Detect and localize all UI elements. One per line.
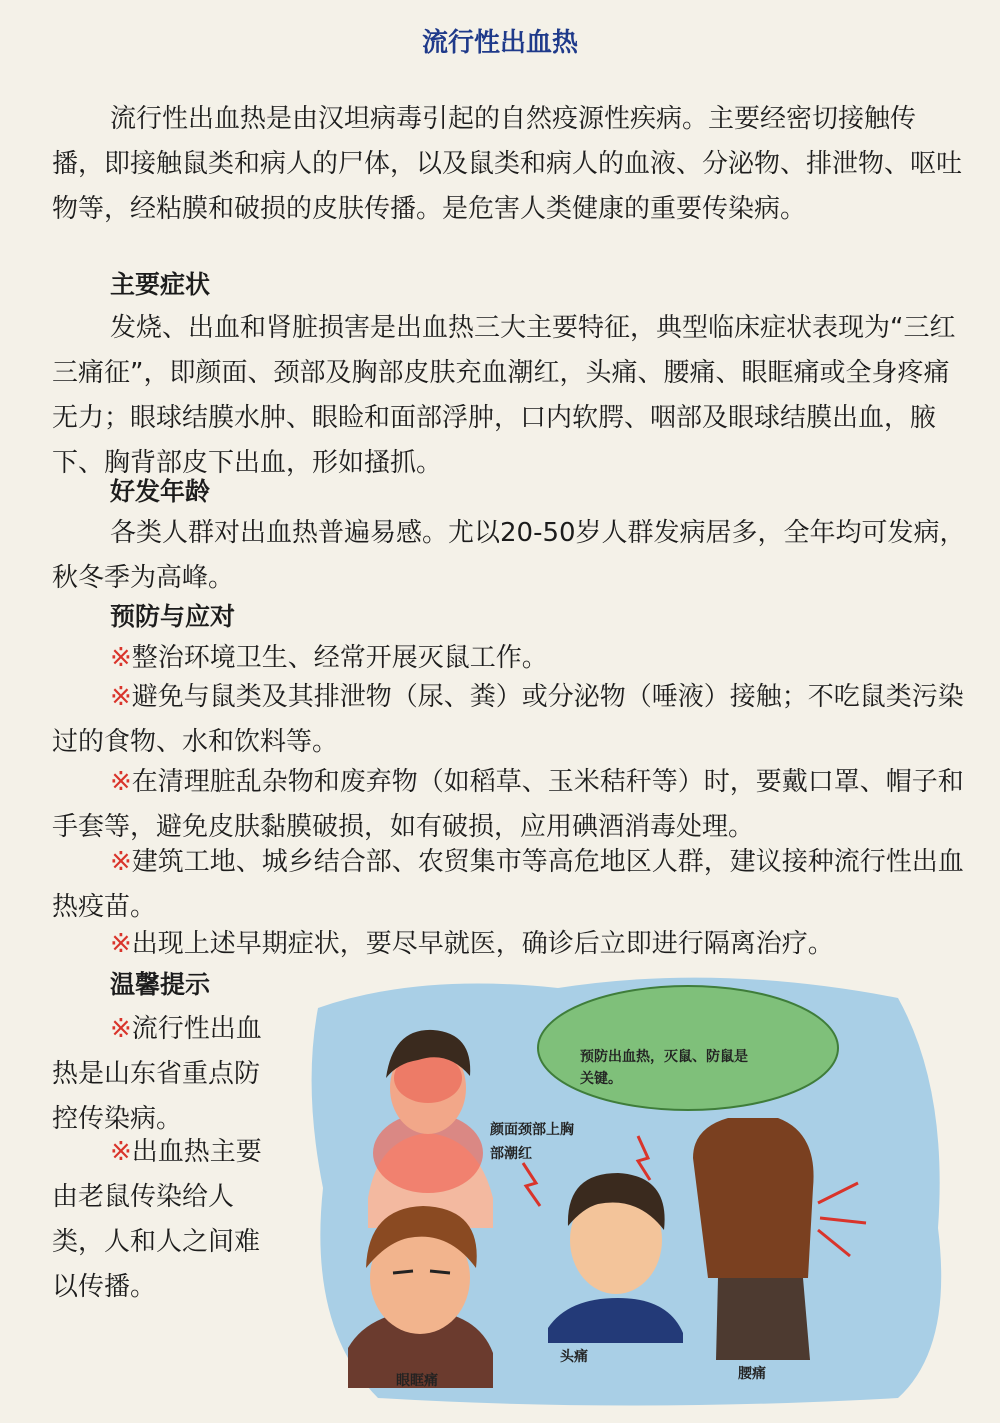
tip-item: ※流行性出血热是山东省重点防控传染病。 [52,1014,262,1134]
prevention-item: ※出现上述早期症状，要尽早就医，确诊后立即进行隔离治疗。 [110,929,834,959]
bubble-text: 预防出血热，灭鼠、防鼠是关键。 [580,1049,748,1087]
reference-mark: ※ [110,1137,132,1167]
age-heading: 好发年龄 [110,477,211,506]
illustration-art [298,968,960,1408]
symptoms-paragraph: 发烧、出血和肾脏损害是出血热三大主要特征，典型临床症状表现为“三红三痛征”，即颜面、颈部及胸部皮肤充血潮红，头痛、腰痛、眼眶痛或全身疼痛无力；眼球结膜水肿、眼睑和面部浮肿，口内软腭、咽部及眼球结膜出血，腋下、胸背部皮下出血，形如搔抓。 [52,313,956,478]
prevention-item: ※避免与鼠类及其排泄物（尿、粪）或分泌物（唾液）接触；不吃鼠类污染过的食物、水和饮料等。 [52,682,964,757]
prevention-item: ※在清理脏乱杂物和废弃物（如稻草、玉米秸秆等）时，要戴口罩、帽子和手套等，避免皮肤黏膜破损，如有破损，应用碘酒消毒处理。 [52,767,964,842]
reference-mark: ※ [110,1014,132,1044]
eye-pain-label: 眼眶痛 [396,1373,438,1389]
reference-mark: ※ [110,847,132,877]
symptoms-heading: 主要症状 [110,270,211,299]
tips-heading: 温馨提示 [110,970,211,999]
prevention-heading: 预防与应对 [110,602,236,631]
flush-label: 颜面颈部上胸部潮红 [490,1122,574,1162]
headache-label: 头痛 [560,1349,588,1365]
prevention-item: ※建筑工地、城乡结合部、农贸集市等高危地区人群，建议接种流行性出血热疫苗。 [52,847,964,922]
reference-mark: ※ [110,929,132,959]
prevention-item: ※整治环境卫生、经常开展灭鼠工作。 [110,643,548,673]
illustration [298,968,960,1408]
reference-mark: ※ [110,767,132,797]
reference-mark: ※ [110,682,132,712]
back-pain-label: 腰痛 [738,1366,766,1382]
reference-mark: ※ [110,643,132,673]
page-title: 流行性出血热 [421,28,578,58]
age-paragraph: 各类人群对出血热普遍易感。尤以20-50岁人群发病居多，全年均可发病，秋冬季为高峰。 [52,518,966,593]
intro-paragraph: 流行性出血热是由汉坦病毒引起的自然疫源性疾病。主要经密切接触传播，即接触鼠类和病人的尸体，以及鼠类和病人的血液、分泌物、排泄物、呕吐物等，经粘膜和破损的皮肤传播。是危害人类健康的重要传染病。 [52,104,963,224]
tip-item: ※出血热主要由老鼠传染给人类，人和人之间难以传播。 [52,1137,262,1302]
